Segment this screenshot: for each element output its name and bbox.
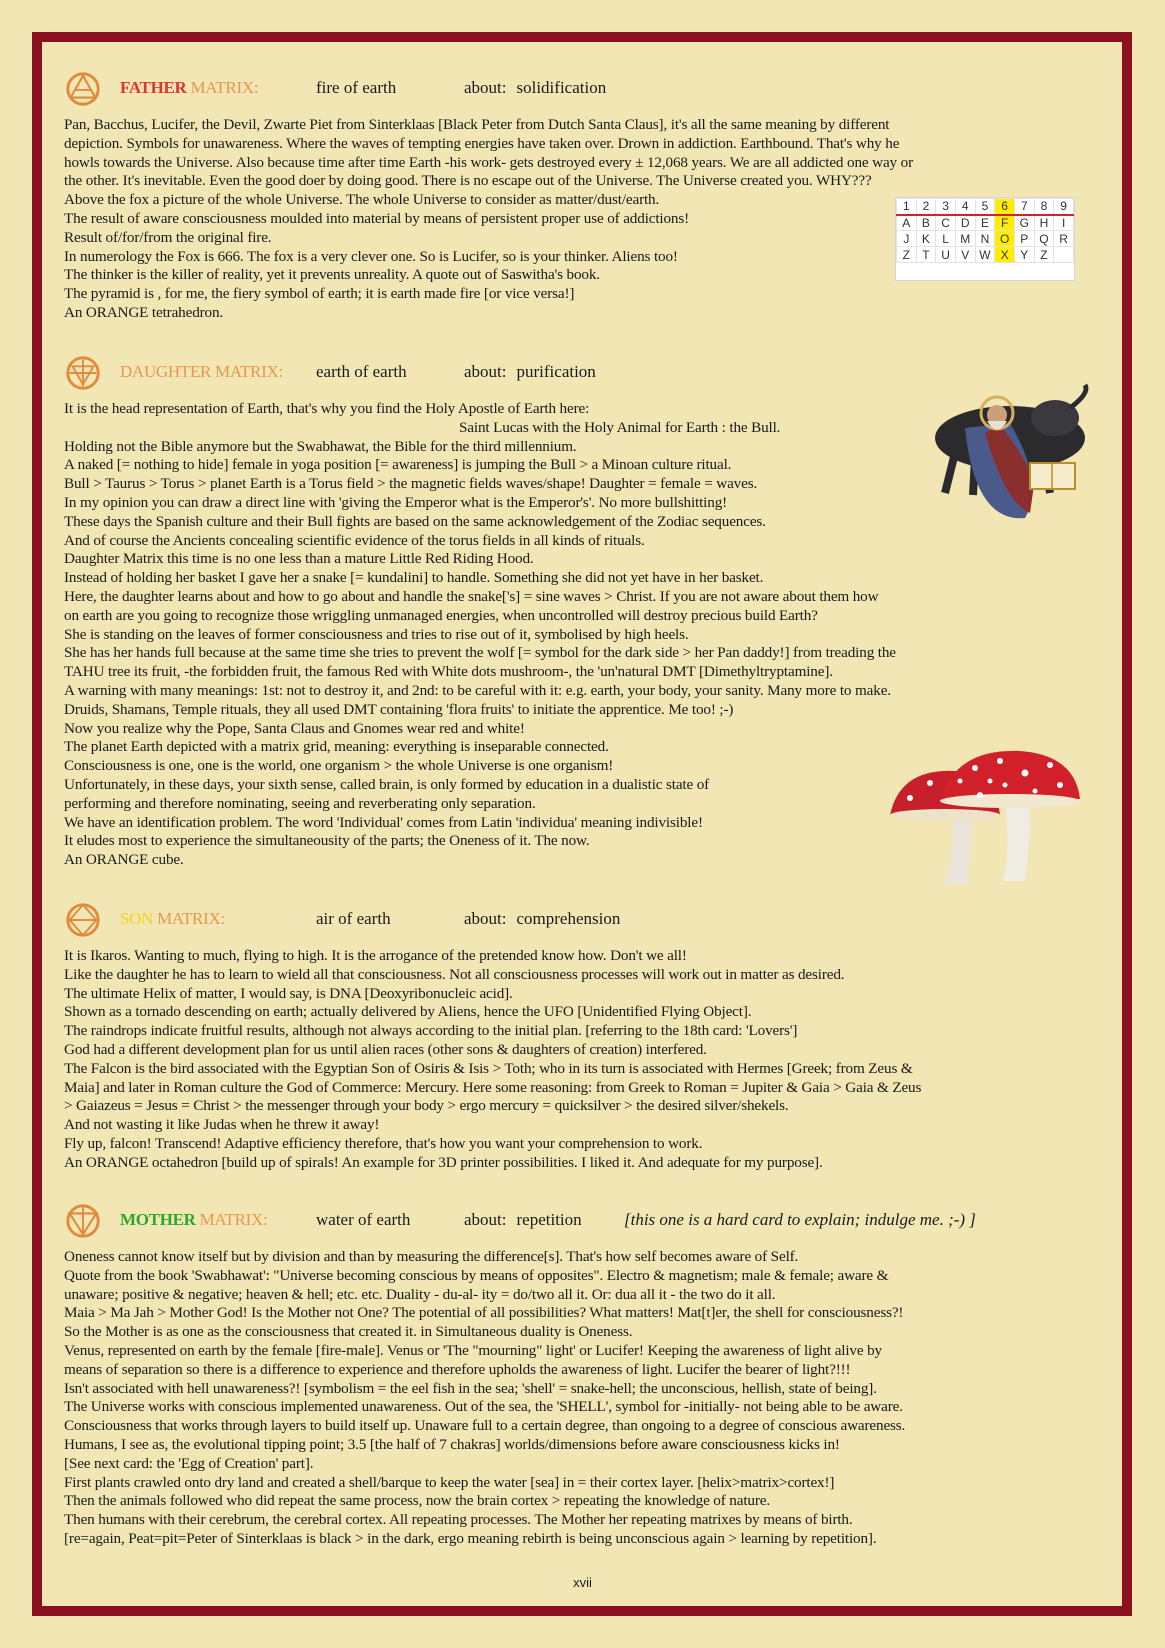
- body-line: Daughter Matrix this time is no one less than a mature Little Red Riding Hood.: [64, 550, 534, 568]
- grid-letter: U: [936, 247, 956, 263]
- matrix-prefix: MOTHER: [120, 1210, 196, 1229]
- body-line: The Universe works with conscious implemented unawareness. Out of the sea, the 'SHELL', symbol for -initially- not being able to be aware.: [64, 1398, 903, 1416]
- body-line: In my opinion you can draw a direct line with 'giving the Emperor what is the Emperor's'. No more bullshitting!: [64, 493, 728, 511]
- body-line: It is Ikaros. Wanting to much, flying to high. It is the arrogance of the pretended know how. Don't we all!: [64, 947, 687, 964]
- body-line: A naked [= nothing to hide] female in yoga position [= awareness] is jumping the Bull > a Minoan culture ritual.: [64, 456, 732, 474]
- section-body: [64, 1248, 1101, 1549]
- body-line: And not wasting it like Judas when he threw it away!: [64, 1116, 380, 1134]
- matrix-word: MATRIX:: [199, 1210, 268, 1229]
- body-line: [See next card: the 'Egg of Creation' part].: [64, 1454, 314, 1472]
- body-line: So the Mother is as one as the consciousness that created it. in Simultaneous duality is Oneness.: [64, 1323, 633, 1341]
- body-line: The Falcon is the bird associated with the Egyptian Son of Osiris & Isis > Toth; who in its turn is associated with Hermes [Greek; from Zeus &: [64, 1059, 913, 1077]
- saint-lucas-bull-image: [915, 383, 1095, 523]
- about-field: [464, 1210, 582, 1230]
- body-line: Oneness cannot know itself but by division and than by measuring the difference[s]. That's how self becomes aware of Self.: [64, 1248, 799, 1265]
- grid-digit-highlight: 6: [995, 199, 1015, 215]
- body-line: Maia] and later in Roman culture the God of Commerce: Mercury. Here some reasoning: from Greek to Roman = Jupiter & Gaia > Gaia & Zeus: [64, 1078, 922, 1096]
- son-matrix-section: [64, 899, 1101, 1173]
- body-line: Holding not the Bible anymore but the Swabhawat, the Bible for the third millennium.: [64, 437, 577, 455]
- grid-letter: Z: [1034, 247, 1054, 263]
- matrix-word: MATRIX:: [215, 362, 283, 381]
- grid-letter: N: [975, 231, 995, 247]
- matrix-word: MATRIX:: [157, 909, 225, 928]
- matrix-emblem-icon: [64, 1202, 102, 1240]
- body-line: Fly up, falcon! Transcend! Adaptive efficiency therefore, that's how you want your comprehension to work.: [64, 1134, 703, 1152]
- about-value: purification: [516, 362, 596, 381]
- about-field: [464, 78, 606, 98]
- grid-letter: C: [936, 215, 956, 231]
- grid-letter: A: [897, 215, 917, 231]
- about-label: about:: [464, 362, 507, 381]
- section-header: [64, 1200, 1101, 1240]
- body-line: the other. It's inevitable. Even the good doer by doing good. There is no escape out of the Universe. The Universe created you. WHY???: [64, 172, 872, 190]
- body-line: We have an identification problem. The word 'Individual' comes from Latin 'individua' meaning indivisible!: [64, 813, 703, 831]
- body-line: The raindrops indicate fruitful results, although not always according to the initial plan. [referring to the 18th card: 'Lovers']: [64, 1022, 798, 1040]
- grid-letter-highlight: O: [995, 231, 1015, 247]
- body-line: She is standing on the leaves of former consciousness and tries to rise out of it, symbolised by high heels.: [64, 625, 689, 643]
- body-line: Consciousness is one, one is the world, one organism > the whole Universe is one organism!: [64, 757, 614, 775]
- body-line: In numerology the Fox is 666. The fox is a very clever one. So is Lucifer, so is your thinker. Aliens too!: [64, 247, 678, 265]
- body-line: Shown as a tornado descending on earth; actually delivered by Aliens, hence the UFO [Unidentified Flying Object].: [64, 1003, 752, 1021]
- body-line: These days the Spanish culture and their Bull fights are based on the same acknowledgement of the Zodiac sequences.: [64, 512, 766, 530]
- body-line: howls towards the Universe. Also because time after time Earth -his work- gets destroyed every ± 12,068 years. We are all addicted one way or: [64, 153, 913, 171]
- body-line: Quote from the book 'Swabhawat': "Universe becoming conscious by means of opposites". Electro & magnetism; male & female; aware &: [64, 1266, 889, 1284]
- body-line: She has her hands full because at the same time she tries to prevent the wolf [= symbol for the dark side > her Pan daddy!] from treading the: [64, 644, 896, 662]
- body-line: Humans, I see as, the evolutional tipping point; 3.5 [the half of 7 chakras] worlds/dimensions before aware consciousness kicks in!: [64, 1435, 840, 1453]
- body-line: on earth are you going to recognize those wriggling unmanaged energies, when uncontrolled will destroy precious build Earth?: [64, 606, 818, 624]
- grid-letter: B: [916, 215, 936, 231]
- grid-letter: I: [1054, 215, 1074, 231]
- body-line: It eludes most to experience the simultaneousity of the parts; the Oneness of it. The now.: [64, 832, 590, 850]
- body-line: Isn't associated with hell unawareness?! [symbolism = the eel fish in the sea; 'shell' = snake-hell; the unconscious, hellish, state of being].: [64, 1379, 877, 1397]
- body-line: The pyramid is , for me, the fiery symbol of earth; it is earth made fire [or vice versa!]: [64, 285, 575, 303]
- grid-letter-highlight: F: [995, 215, 1015, 231]
- body-line: The ultimate Helix of matter, I would say, is DNA [Deoxyribonucleic acid].: [64, 984, 513, 1002]
- body-line: depiction. Symbols for unawareness. Where the waves of tempting energies have taken over. Drown in addiction. Earthbound. That's why he: [64, 134, 900, 152]
- body-line: An ORANGE cube.: [64, 851, 184, 869]
- matrix-word: MATRIX:: [190, 78, 259, 97]
- matrix-emblem-icon: [64, 354, 102, 392]
- body-line: Result of/for/from the original fire.: [64, 228, 272, 246]
- about-value: repetition: [516, 1210, 582, 1229]
- body-line: Venus, represented on earth by the female [fire-male]. Venus or 'The "mourning" light' or Lucifer! Keeping the awareness of light alive by: [64, 1341, 882, 1359]
- element-label: earth of earth: [316, 362, 407, 381]
- about-field: [464, 909, 620, 929]
- grid-letter: H: [1034, 215, 1054, 231]
- body-line: means of separation so there is a difference to experience and therefore upholds the awareness of light. Lucifer the bearer of light?!!!: [64, 1360, 851, 1378]
- about-value: solidification: [516, 78, 607, 97]
- matrix-title: [120, 909, 225, 929]
- body-line: Maia > Ma Jah > Mother God! Is the Mother not One? The potential of all possibilities? What matters! Mat[t]er, the shell for consciousness?!: [64, 1304, 904, 1322]
- grid-letter: R: [1054, 231, 1074, 247]
- grid-digit: 4: [955, 199, 975, 215]
- matrix-emblem-icon: [64, 901, 102, 939]
- grid-letter: Z: [897, 247, 917, 263]
- section-body: [64, 947, 1101, 1173]
- section-header: [64, 899, 1101, 939]
- body-line: Here, the daughter learns about and how to go about and handle the snake['s] = sine waves > Christ. If you are not aware about them how: [64, 587, 879, 605]
- matrix-title: [120, 362, 283, 382]
- body-line: An ORANGE tetrahedron.: [64, 303, 224, 321]
- body-line: An ORANGE octahedron [build up of spirals! An example for 3D printer possibilities. I liked it. And adequate for my purpose].: [64, 1153, 823, 1171]
- body-line: Like the daughter he has to learn to wield all that consciousness. Not all consciousness processes will work out in matter as desired.: [64, 965, 845, 983]
- body-line: Above the fox a picture of the whole Universe. The whole Universe to consider as matter/dust/earth.: [64, 191, 660, 209]
- matrix-emblem-icon: [64, 70, 102, 108]
- grid-letter: [1054, 247, 1074, 263]
- body-line: A warning with many meanings: 1st: not to destroy it, and 2nd: to be careful with it: e.g. earth, your body, your sanity. Many more to make.: [64, 681, 891, 699]
- grid-digit: 2: [916, 199, 936, 215]
- grid-letter: M: [955, 231, 975, 247]
- numerology-grid: [895, 197, 1075, 281]
- grid-digit: 1: [897, 199, 917, 215]
- page-number: xvii: [573, 1575, 592, 1590]
- matrix-title: [120, 1210, 267, 1230]
- body-line: The result of aware consciousness moulded into material by means of persistent proper use of addictions!: [64, 209, 690, 227]
- grid-letter: Y: [1014, 247, 1034, 263]
- about-label: about:: [464, 1210, 507, 1229]
- body-line: And of course the Ancients concealing scientific evidence of the torus fields in all kinds of rituals.: [64, 531, 645, 549]
- body-line: TAHU tree its fruit, -the forbidden fruit, the famous Red with White dots mushroom-, the 'un'natural DMT [Dimethyltryptamine].: [64, 663, 833, 681]
- body-line: Druids, Shamans, Temple rituals, they all used DMT containing 'flora fruits' to initiate the apprentice. Me too! ;-): [64, 700, 734, 718]
- grid-digit: 8: [1034, 199, 1054, 215]
- father-matrix-section: [64, 68, 1101, 323]
- about-label: about:: [464, 78, 507, 97]
- grid-letter: D: [955, 215, 975, 231]
- body-line: Instead of holding her basket I gave her a snake [= kundalini] to handle. Something she did not yet have in her basket.: [64, 569, 764, 587]
- grid-letter: V: [955, 247, 975, 263]
- body-line: Consciousness that works through layers to build itself up. Unaware full to a certain degree, than ongoing to a degree of conscious awareness.: [64, 1417, 906, 1435]
- body-line: The thinker is the killer of reality, yet it prevents unreality. A quote out of Saswitha's book.: [64, 266, 600, 284]
- body-line: unaware; positive & negative; heaven & hell; etc. etc. Duality - du-al- ity = do/two all it. Or: dua all it - the two do it all.: [64, 1285, 776, 1303]
- body-line: [re=again, Peat=pit=Peter of Sinterklaas is black > in the dark, ergo meaning rebirth is being unconscious again > learning by repetition].: [64, 1529, 877, 1547]
- body-line: It is the head representation of Earth, that's why you find the Holy Apostle of Earth here:: [64, 400, 590, 417]
- mother-matrix-section: [64, 1200, 1101, 1549]
- body-line: Then humans with their cerebrum, the cerebral cortex. All repeating processes. The Mother her repeating matrixes by means of birth.: [64, 1511, 853, 1529]
- body-line: Saint Lucas with the Holy Animal for Earth : the Bull.: [459, 418, 781, 436]
- body-line: performing and therefore nominating, seeing and reverberating only separation.: [64, 794, 536, 812]
- grid-letter: L: [936, 231, 956, 247]
- grid-letter: K: [916, 231, 936, 247]
- grid-digit: 5: [975, 199, 995, 215]
- element-label: water of earth: [316, 1210, 411, 1229]
- about-field: [464, 362, 596, 382]
- body-line: The planet Earth depicted with a matrix grid, meaning: everything is inseparable connected.: [64, 738, 609, 756]
- grid-letter: E: [975, 215, 995, 231]
- grid-digit: 7: [1014, 199, 1034, 215]
- matrix-title: [120, 78, 258, 98]
- body-line: Pan, Bacchus, Lucifer, the Devil, Zwarte Piet from Sinterklaas [Black Peter from Dutch Santa Claus], it's all the same meaning by different: [64, 116, 890, 133]
- matrix-prefix: SON: [120, 909, 154, 928]
- body-line: First plants crawled onto dry land and created a shell/barque to keep the water [sea] in = their cortex layer. [helix>matrix>cortex!]: [64, 1473, 835, 1491]
- body-line: Bull > Taurus > Torus > planet Earth is a Torus field > the magnetic fields waves/shape! Daughter = female = waves.: [64, 475, 758, 493]
- about-value: comprehension: [516, 909, 621, 928]
- body-line: Unfortunately, in these days, your sixth sense, called brain, is only formed by education in a dualistic state of: [64, 775, 710, 793]
- grid-letter: J: [897, 231, 917, 247]
- section-header: [64, 68, 1101, 108]
- matrix-prefix: FATHER: [120, 78, 187, 97]
- body-line: God had a different development plan for us until alien races (other sons & daughters of creation) interfered.: [64, 1040, 707, 1058]
- grid-letter: P: [1014, 231, 1034, 247]
- grid-digit: 3: [936, 199, 956, 215]
- body-line: > Gaiazeus = Jesus = Christ > the messenger through your body > ergo mercury = quicksilver > the desired silver/shekels.: [64, 1097, 789, 1115]
- grid-letter: W: [975, 247, 995, 263]
- grid-letter: Q: [1034, 231, 1054, 247]
- body-line: Then the animals followed who did repeat the same process, now the brain cortex > repeating the knowledge of nature.: [64, 1492, 771, 1510]
- element-label: fire of earth: [316, 78, 397, 97]
- grid-letter: T: [916, 247, 936, 263]
- section-note: [this one is a hard card to explain; indulge me. ;-) ]: [624, 1210, 976, 1229]
- matrix-prefix: DAUGHTER: [120, 362, 212, 381]
- grid-letter: G: [1014, 215, 1034, 231]
- grid-digit: 9: [1054, 199, 1074, 215]
- element-label: air of earth: [316, 909, 391, 928]
- about-label: about:: [464, 909, 507, 928]
- red-mushroom-image: [885, 743, 1085, 888]
- body-line: Now you realize why the Pope, Santa Claus and Gnomes wear red and white!: [64, 719, 525, 737]
- grid-letter-highlight: X: [995, 247, 1015, 263]
